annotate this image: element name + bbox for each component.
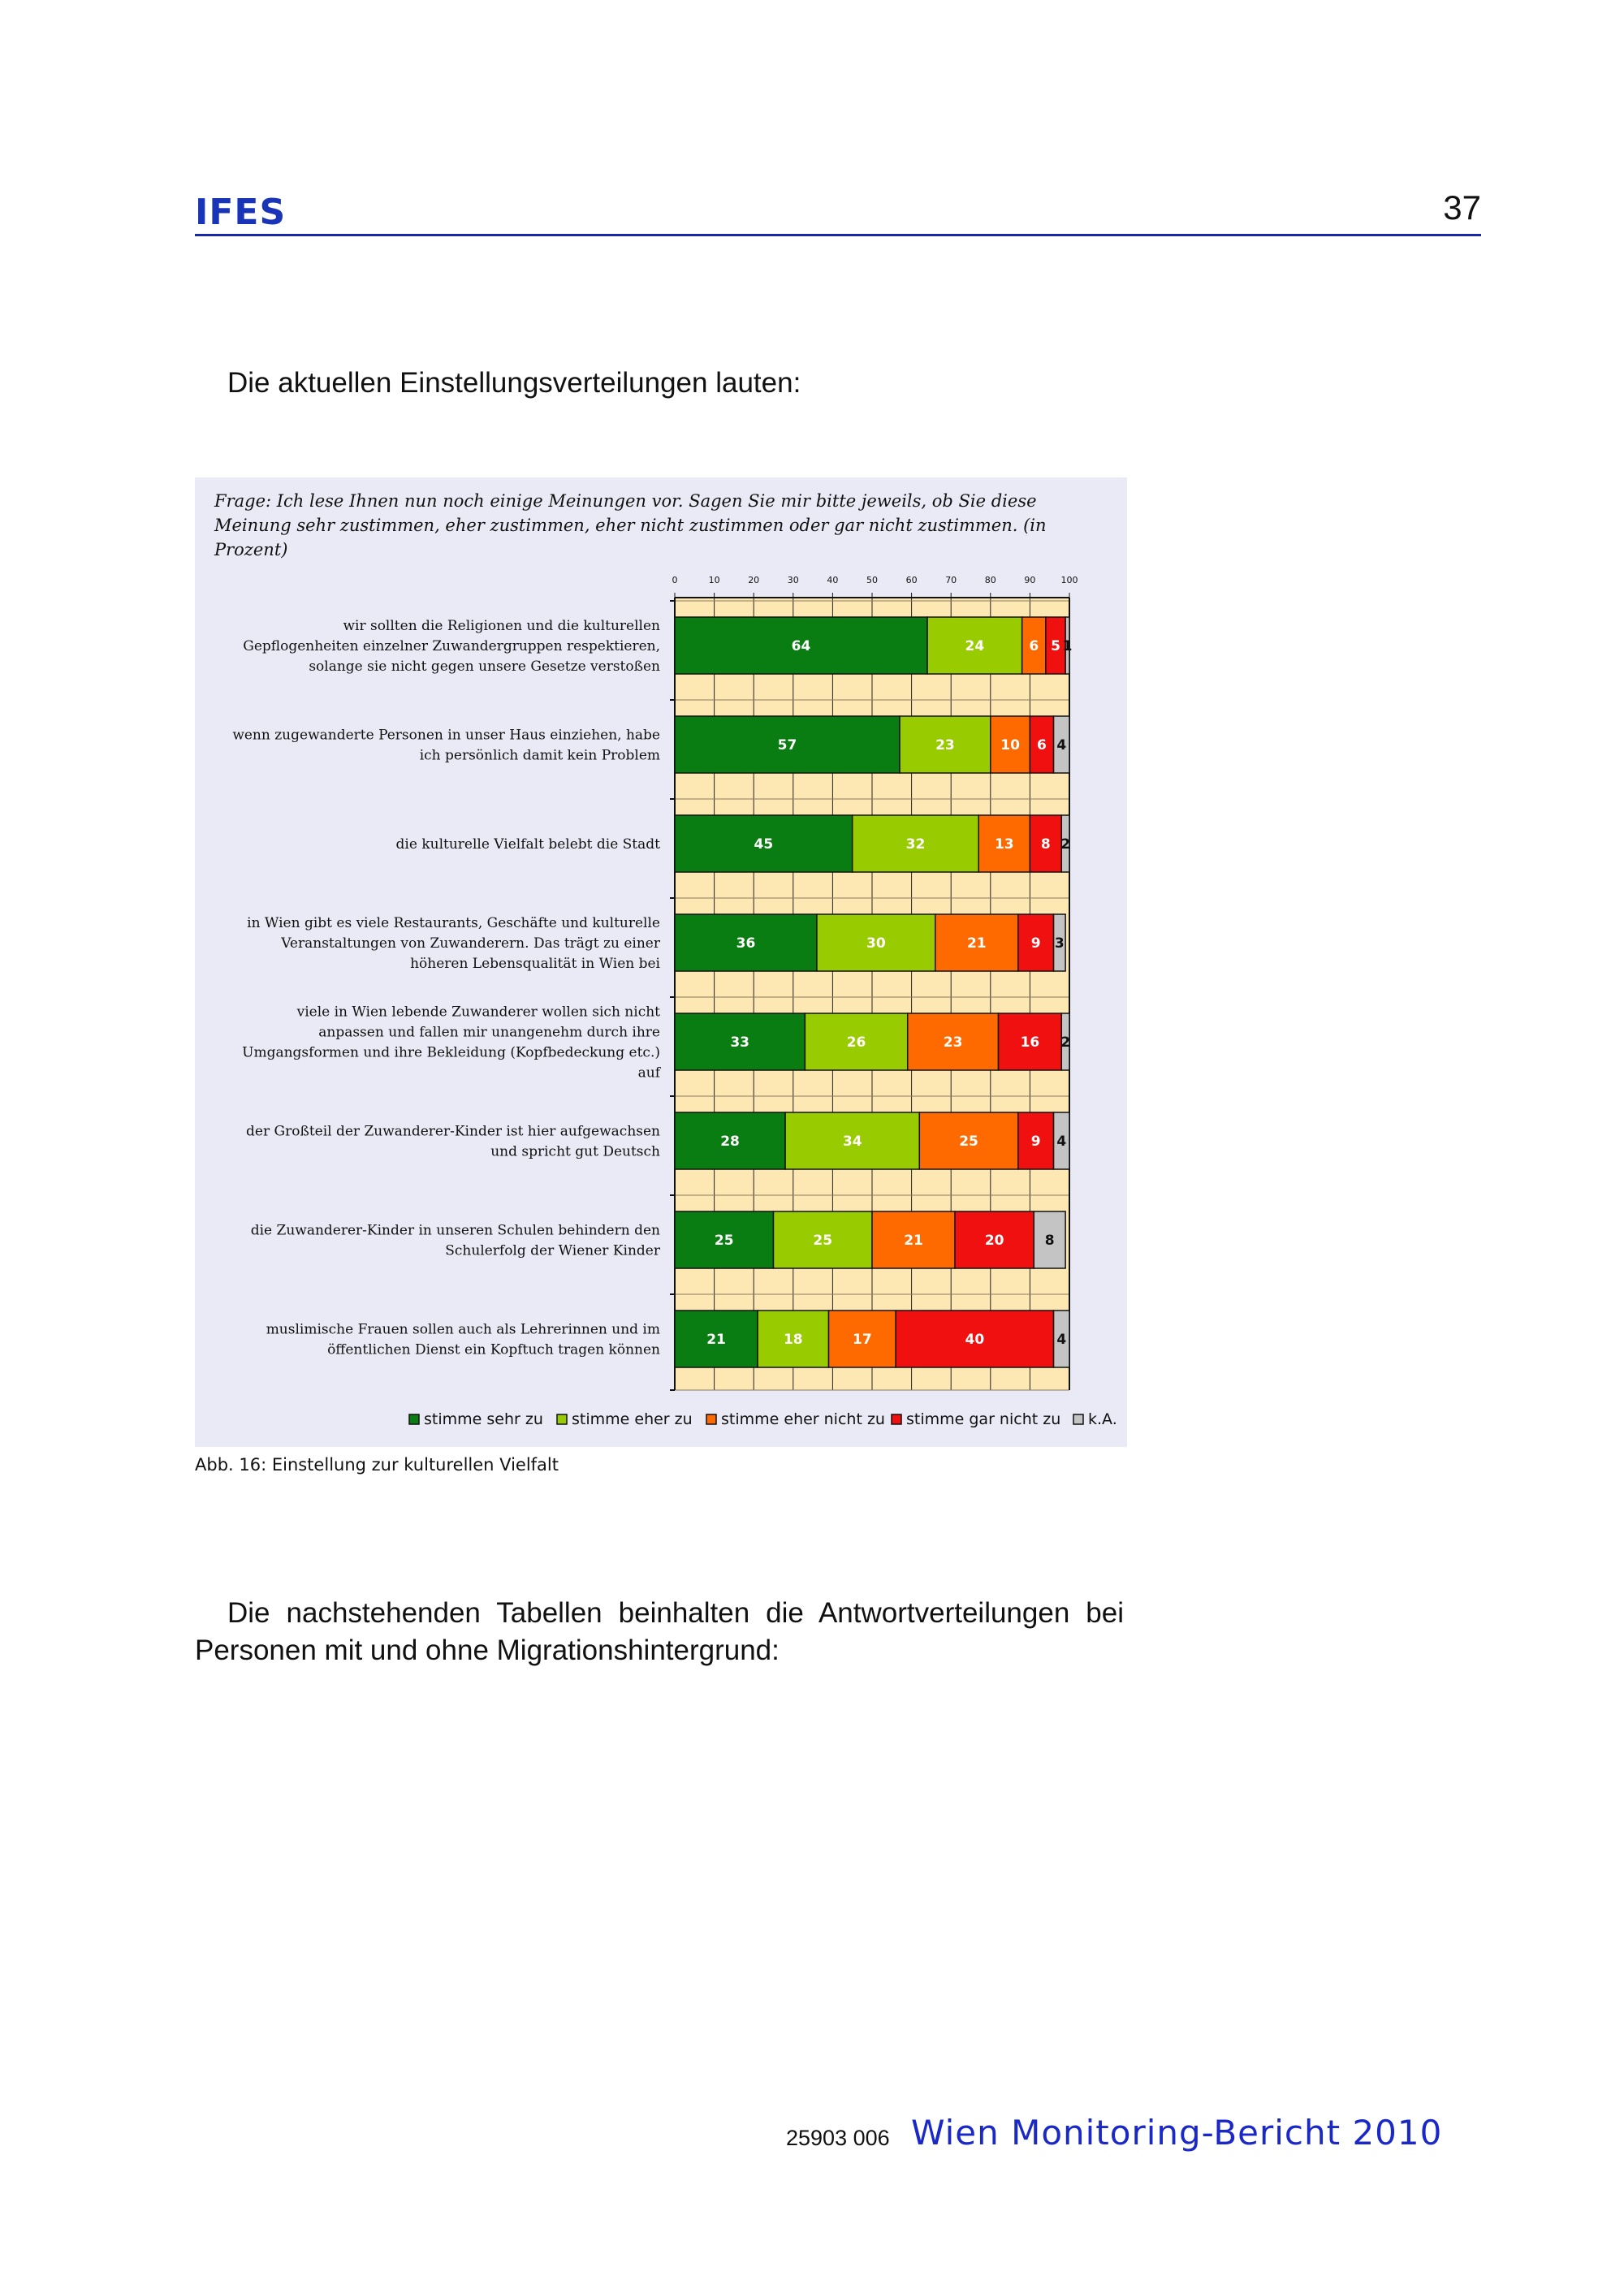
body-paragraph bbox=[195, 1595, 1124, 1669]
x-tick-label: 100 bbox=[1060, 575, 1078, 585]
header-rule bbox=[195, 234, 1481, 236]
data-label: 40 bbox=[965, 1332, 985, 1348]
data-label: 30 bbox=[866, 935, 886, 952]
data-label: 4 bbox=[1056, 1332, 1067, 1348]
category-label: die kulturelle Vielfalt belebt die Stadt bbox=[395, 836, 660, 853]
data-label: 25 bbox=[813, 1233, 833, 1249]
data-label: 8 bbox=[1044, 1233, 1055, 1249]
data-label: 16 bbox=[1020, 1034, 1040, 1051]
data-label: 9 bbox=[1030, 1134, 1041, 1150]
category-label: in Wien gibt es viele Restaurants, Geschäfte und kulturelle bbox=[247, 915, 660, 931]
chart-question: Frage: Ich lese Ihnen nun noch einige Meinungen vor. Sagen Sie mir bitte jeweils, ob Sie diese Meinung sehr zustimmen, eher zustimmen, eher nicht zustimmen oder gar nicht zustimmen. (in Prozent) bbox=[214, 491, 1047, 559]
data-label: 57 bbox=[777, 737, 797, 754]
data-label: 21 bbox=[706, 1332, 726, 1348]
data-label: 8 bbox=[1040, 836, 1051, 853]
legend-swatch bbox=[557, 1414, 567, 1424]
data-label: 4 bbox=[1056, 737, 1067, 754]
data-label: 1 bbox=[1062, 638, 1073, 654]
data-label: 33 bbox=[730, 1034, 750, 1051]
category-label: und spricht gut Deutsch bbox=[490, 1143, 660, 1160]
category-label: muslimische Frauen sollen auch als Lehrerinnen und im bbox=[266, 1321, 660, 1338]
data-label: 32 bbox=[905, 836, 926, 853]
data-label: 2 bbox=[1060, 1034, 1071, 1051]
data-label: 45 bbox=[754, 836, 774, 853]
legend-swatch bbox=[706, 1414, 716, 1424]
data-label: 28 bbox=[720, 1134, 740, 1150]
category-label: der Großteil der Zuwanderer-Kinder ist hier aufgewachsen bbox=[246, 1123, 660, 1140]
legend-swatch bbox=[892, 1414, 901, 1424]
legend-swatch bbox=[409, 1414, 419, 1424]
data-label: 5 bbox=[1051, 638, 1060, 654]
data-label: 20 bbox=[984, 1233, 1004, 1249]
data-label: 26 bbox=[846, 1034, 866, 1051]
legend-label: stimme sehr zu bbox=[424, 1410, 543, 1428]
footer-report-number: 25903 006 bbox=[786, 2126, 890, 2150]
category-label: höheren Lebensqualität in Wien bei bbox=[410, 956, 660, 972]
category-label: auf bbox=[637, 1064, 660, 1082]
data-label: 6 bbox=[1037, 737, 1047, 754]
x-tick-label: 20 bbox=[748, 575, 760, 585]
x-tick-label: 10 bbox=[708, 575, 720, 585]
x-tick-label: 90 bbox=[1024, 575, 1036, 585]
data-label: 13 bbox=[994, 836, 1014, 853]
x-tick-label: 50 bbox=[866, 575, 878, 585]
ifes-logo: IFES bbox=[195, 192, 287, 233]
x-tick-label: 40 bbox=[827, 575, 839, 585]
data-label: 9 bbox=[1030, 935, 1041, 952]
data-label: 6 bbox=[1029, 638, 1039, 654]
data-label: 21 bbox=[966, 935, 987, 952]
category-label: Umgangsformen und ihre Bekleidung (Kopfbedeckung etc.) bbox=[242, 1044, 660, 1061]
category-label: Gepflogenheiten einzelner Zuwandergruppen respektieren, bbox=[243, 638, 660, 654]
data-label: 36 bbox=[736, 935, 756, 952]
category-label: viele in Wien lebende Zuwanderer wollen sich nicht bbox=[296, 1004, 660, 1021]
data-label: 17 bbox=[853, 1332, 872, 1348]
data-label: 3 bbox=[1054, 935, 1065, 952]
data-label: 2 bbox=[1060, 836, 1071, 853]
x-tick-label: 80 bbox=[984, 575, 996, 585]
category-label: anpassen und fallen mir unangenehm durch ihre bbox=[318, 1024, 660, 1041]
category-label: ich persönlich damit kein Problem bbox=[419, 747, 660, 764]
data-label: 24 bbox=[965, 638, 985, 654]
data-label: 34 bbox=[842, 1134, 862, 1150]
data-label: 25 bbox=[959, 1134, 978, 1150]
data-label: 23 bbox=[935, 737, 955, 754]
legend-label: k.A. bbox=[1088, 1410, 1117, 1428]
x-tick-label: 30 bbox=[787, 575, 799, 585]
data-label: 21 bbox=[904, 1233, 923, 1249]
data-label: 4 bbox=[1056, 1134, 1067, 1150]
category-label: öffentlichen Dienst ein Kopftuch tragen können bbox=[327, 1341, 660, 1358]
legend-swatch bbox=[1073, 1414, 1083, 1424]
page-number: 37 bbox=[1443, 188, 1481, 227]
x-tick-label: 0 bbox=[672, 575, 678, 585]
category-label: wenn zugewanderte Personen in unser Haus einziehen, habe bbox=[232, 727, 660, 744]
figure-caption: Abb. 16: Einstellung zur kulturellen Vielfalt bbox=[195, 1455, 559, 1475]
intro-text: Die aktuellen Einstellungsverteilungen lauten: bbox=[227, 367, 801, 399]
category-label: wir sollten die Religionen und die kulturellen bbox=[343, 618, 660, 634]
legend-label: stimme gar nicht zu bbox=[906, 1410, 1061, 1428]
category-label: solange sie nicht gegen unsere Gesetze verstoßen bbox=[309, 659, 660, 675]
category-label: Schulerfolg der Wiener Kinder bbox=[445, 1242, 660, 1259]
legend-label: stimme eher zu bbox=[572, 1410, 693, 1428]
category-label: die Zuwanderer-Kinder in unseren Schulen behindern den bbox=[250, 1222, 660, 1239]
chart-panel bbox=[195, 477, 1127, 1447]
legend-label: stimme eher nicht zu bbox=[721, 1410, 885, 1428]
data-label: 23 bbox=[943, 1034, 963, 1051]
category-label: Veranstaltungen von Zuwanderern. Das trägt zu einer bbox=[281, 935, 660, 952]
data-label: 18 bbox=[783, 1332, 803, 1348]
x-tick-label: 60 bbox=[905, 575, 918, 585]
data-label: 64 bbox=[791, 638, 811, 654]
footer-title: Wien Monitoring-Bericht 2010 bbox=[911, 2113, 1443, 2153]
x-tick-label: 70 bbox=[945, 575, 957, 585]
data-label: 25 bbox=[714, 1233, 734, 1249]
data-label: 10 bbox=[1000, 737, 1020, 754]
stacked-bar-chart bbox=[195, 477, 1127, 1447]
body-paragraph-text: Die nachstehenden Tabellen beinhalten die Antwortverteilungen bei Personen mit und ohne Migrationshintergrund: bbox=[195, 1597, 1124, 1666]
